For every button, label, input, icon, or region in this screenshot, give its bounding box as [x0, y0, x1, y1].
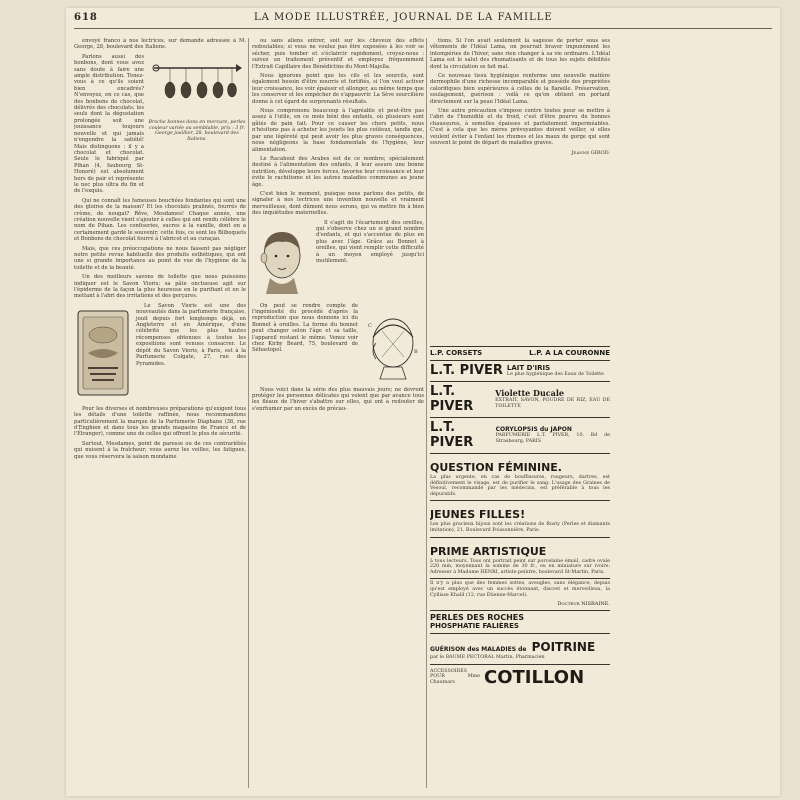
ad-title: PHOSPHATIE FALIÈRES — [430, 622, 519, 631]
ad-piver-violette — [430, 381, 610, 417]
ad-body: Les plus gracieux bijoux sont les créations de Rusty (Perles et diamants imitation), 21, Boulevard Poissonnière, Paris. — [430, 522, 610, 533]
ear-cap-illustration — [362, 307, 424, 383]
ad-title: PRIME ARTISTIQUE — [430, 544, 547, 558]
ad-subtext: Le plus hygiénique des Eaux de Toilette — [506, 371, 604, 377]
advertisements-section — [430, 346, 610, 788]
ad-title: COTILLON — [484, 666, 585, 688]
paragraph: Ce nouveau tissu hygiénique renferme une nouvelle matière dermophile d'une richesse incomparable et possède des propriétés calorifiques bien supérieures à celles de la flanelle. Préservation, soulagement, guérison : voilà ce qu'on obtient en portant directement sur la peau l'Idéal Lama. — [430, 73, 610, 105]
column-1 — [74, 38, 246, 788]
paragraph: Nous voici dans la série des plus mauvais jours; ne devront protéger les personnes délicates qui voient que par avance tous les fléaux de l'hiver s'abattre sur elles, qui ont à redouter de s'enrhumer par un excès de précau- — [252, 386, 424, 412]
paragraph: Nous ignorons point que les cils et les sourcils, sont également besoin d'être nourris et fortifiés, si l'on veut activer leur croissance, les voir épaissir et allonger, au même temps que les conserver et les empêcher de s'appauvrir. La Sève sourcilière donne à cet égard de surprenants résultats. — [252, 73, 424, 105]
brooch-illustration — [148, 58, 246, 194]
ad-body: Il n'y a plus que des femmes sottes, aveugles, sans élégance, depuis qu'est employé avec un succès étonnant, discret et merveilleux, la Cyllisse Khalil (12, rue Étienne-Marcel). — [430, 581, 610, 598]
paragraph: Un des meilleurs savons de toilette que nous puissions indiquer est le Savon Vioris; sa pâte onctueuse agit sur l'épiderme de la façon la plus heureuse en le purifiant et en le mettant à l'abri des irritations et des gerçures. — [74, 274, 246, 300]
paragraph: envoyé franco à nos lectrices, sur demande adressée à M. George, 28, boulevard des Italiens. — [74, 38, 246, 51]
ad-text: L.P. CORSETS — [430, 349, 483, 357]
ad-question-feminine — [430, 453, 610, 500]
soap-box-illustration — [74, 307, 132, 399]
ad-cotillon — [430, 664, 610, 691]
paragraph: Nous comprenons beaucoup à l'agréable et peut-être pas assez à l'utile, en ce mois béni des enfants, où plusieurs sont gâtés de pain fait. Pour ce causer les chers petits, nous n'hésitons pas à acheter les jouets les plus coûteux, tandis que, par une légèreté qui peut avoir les plus graves conséquences, nous négligeons la base fondamentale de l'hygiène, leur alimentation. — [252, 108, 424, 153]
page-number: 618 — [74, 12, 98, 23]
svg-text:C: C — [368, 322, 372, 329]
ad-lead: ACCESSOIRES POUR Mme Chaumars — [430, 668, 480, 686]
ad-brand: L.T. PIVER — [430, 363, 503, 378]
paragraph: C'est bien le moment, puisque nous parlons des petits, de signaler à nos lectrices une invention nouvelle et vraiment merveilleuse, dont dûment nous serons, qui va mettre fin à bien des inquiétudes maternelles. — [252, 190, 424, 217]
paragraph: tions. Si l'on avait seulement la sagesse de porter sous ses vêtements de l'Idéal Lama, on pourrait braver impunément les intempéries de l'hiver, sans rien changer à sa vie ordinaire. L'Idéal Lama est le salut des rhumatisants et de tous les sujets débilités dont la circulation se fait mal. — [430, 38, 610, 70]
paragraph: Parlons aussi des bonbons, dont vous avez sans doute à faire une ample distribution. Tenez-vous à ce qu'ils soient bien encadrés? N'envoyez, en ce cas, que des bonbons de chocolat, délivrés des chocolats; les seuls dont la dégustation prolongée soit une jouissance toujours nouvelle et qui jamais n'engendre la satiété! Mais distinguons : il y a chocolat et chocolat. Seule le fabriqué par Pihan (4, faubourg St-Honoré) est absolument hors de pair et représente le nec plus ultra du fin et de l'exquis. — [74, 53, 144, 195]
magazine-page — [66, 8, 780, 796]
ad-medical-note — [430, 578, 610, 610]
paragraph: On peut se rendre compte de l'ingéniosité du procédé d'après la reproduction que nous donnons ici du Bonnet à oreilles. La forme du bonnet peut changer selon l'âge et sa taille, l'appareil restant le même. Venez voir chez Kirby Beard, 75, boulevard de Sébastopol. — [252, 302, 358, 354]
ad-product: CORYLOPSIS du JAPON — [495, 425, 572, 433]
ad-product: LAIT D'IRIS — [506, 363, 551, 372]
ad-poitrine — [430, 633, 610, 664]
ad-text: L.P. A LA COURONNE — [529, 349, 610, 357]
column-divider — [248, 38, 249, 788]
ad-piver-lait-iris — [430, 360, 610, 381]
ad-prime-artistique — [430, 537, 610, 579]
ad-body: La plus urgente, en cas de bouffissures, rougeurs, dartres, est définitivement le visage, est de purifier le sang. L'usage des Graines de Vesoul, recommandé par les médecins, est préférable à tous les dépuratifs. — [430, 475, 610, 497]
paragraph: Surtout, Mesdames, point de paresse ou de ces contrariétés qui nuisent à la fraîcheur; vous aurez les veilles, les fatigues, que vous réservera la saison mondaine — [74, 440, 246, 460]
paragraph: Une autre précaution s'impose contre toutes pour se mettre à l'abri de l'humidité et du froid, c'est d'être pourvu de bonnes chaussures, à semelles épaisses et parfaitement imperméables. C'est à cela que les mères prévoyantes doivent veiller, si elles veulent éviter à l'enfant les rhumes et les maux de gorge qui sont souvent le point de départ de maladies graves. — [430, 108, 610, 147]
figure-caption: Broche bonnes dons en mercure, perles couleur variée ou semblable, prix : 3 fr. George joaillier, 28, boulevard des Italiens. — [148, 120, 246, 142]
column-2 — [252, 38, 424, 788]
ad-title: QUESTION FÉMININE. — [430, 461, 562, 474]
paragraph: Il s'agit de l'écartement des oreilles, qui s'observe chez un si grand nombre d'enfants, et qui s'accentue de plus en plus avec l'âge. Grâce au Bonnet à oreilles, qui vient remplir cette difficulté à un moyen employé jusqu'ici inutilement. — [316, 219, 424, 264]
ad-body: à tous lecteurs. Tous ont portrait peint sur porcelaine émail, cadre ovale 220 mm, moyennant la somme de 30 fr., ou en miniature sur ivoire. Adresser à Madame HENRI, artiste peintre, boulevard St-Martin, Paris. — [430, 558, 610, 575]
ad-piver-corylopsis — [430, 417, 610, 453]
soap-package-image — [74, 307, 132, 399]
paragraph: ou sans aliens entrer, soit sur les cheveux des effets redoutables; si vous ne voulez pas être exposées à les voir se sécher, puis tomber et s'éclaircir rapidement, croyez-nous : suivez un traitement préventif et employez fréquemment l'Extrait Capillaire des Bénédictins du Mont-Majella. — [252, 38, 424, 70]
paragraph: Qui ne connaît les fameuses bouchées fondantes qui sont une des gloires de la maison? Et les chocolats pralinés, fourrés de crème, de nougat? Rêve, Mesdames! Chaque année, une création nouvelle vient s'ajouter à celles qui ont rendu célèbre le nom de Pihan. Les confiseries, sucres à la vanille, dont on a certainement gardé le souvenir; cette fois, ce sont les Bilboquets et Bonbons de chocolat fourré à l'abricot et au curaçao. — [74, 197, 246, 243]
ad-subtext: PARFUMERIE L.T. PIVER, 10, Bd de Strasbourg, PARIS — [495, 432, 610, 444]
child-portrait-image — [252, 224, 312, 296]
ad-perles-phosphatine — [430, 610, 610, 633]
author-signature: Jeanne GIROD. — [571, 149, 610, 156]
ad-title: JEUNES FILLES! — [430, 508, 526, 522]
ad-signature: Docteur NISRAINE. — [557, 601, 610, 608]
child-head-illustration — [252, 224, 312, 296]
paragraph: Le Savon Vioris est une des nouveautés dans la parfumerie française, jouit depuis fort longtemps déjà, en Angleterre et en Amérique, d'une célébrité que les plus hautes récompenses obtenues à toutes les expositions sont venues consacrer. Le dépôt du Savon Vioris, à Paris, est à la Parfumerie Colgate, 27, rue des Pyramides. — [136, 302, 246, 367]
ad-subtext: EXTRAIT, SAVON, POUDRE DE RIZ, EAU DE TOILETTE — [495, 398, 610, 409]
paragraph: Pour les diverses et nombreuses préparations qu'exigent tous les détails d'une toilette raffinée, nous recommandons particulièrement la marque de la Parfumerie Diaphane (38, rue d'Enghien et dans tous les grands magasins de France et de l'Étranger), comme une de celles qui offrent le plus de sécurité. — [74, 405, 246, 438]
ad-title: POITRINE — [531, 640, 596, 655]
ad-subtext: par le BAUME PECTORAL Martin, Pharmacien — [430, 655, 545, 661]
ad-jeunes-filles — [430, 500, 610, 536]
ad-brand: L.T. PIVER — [430, 420, 474, 450]
journal-title: LA MODE ILLUSTRÉE, JOURNAL DE LA FAMILLE — [254, 12, 553, 23]
ad-brand: L.T. PIVER — [430, 384, 474, 414]
paragraph: Le Racahout des Arabes est de ce nombre; spécialement destiné à l'alimentation des enfants, il leur assure une bonne nutrition, développe leurs forces, favorise leur croissance et leur évite le rachitisme et les autres maladies communes au jeune âge. — [252, 155, 424, 188]
column-3 — [430, 38, 610, 338]
ad-product: Violette Ducale — [495, 388, 564, 399]
ad-corsets — [430, 346, 610, 360]
paragraph: Mais, que ces préoccupations ne nous fassent pas négliger notre petite revue habituelle des produits esthétiques, qui ont une si grande importance au point de vue de l'hygiène de la toilette et de la beauté. — [74, 245, 246, 271]
page-header — [74, 12, 772, 29]
ad-lead: GUÉRISON des MALADIES de — [430, 646, 527, 654]
brooch-pin-image — [148, 58, 246, 116]
svg-text:B: B — [414, 348, 418, 355]
bonnet-diagram-image — [362, 307, 424, 383]
ad-title: PERLES DES ROCHES — [430, 613, 525, 623]
column-divider — [426, 38, 427, 788]
